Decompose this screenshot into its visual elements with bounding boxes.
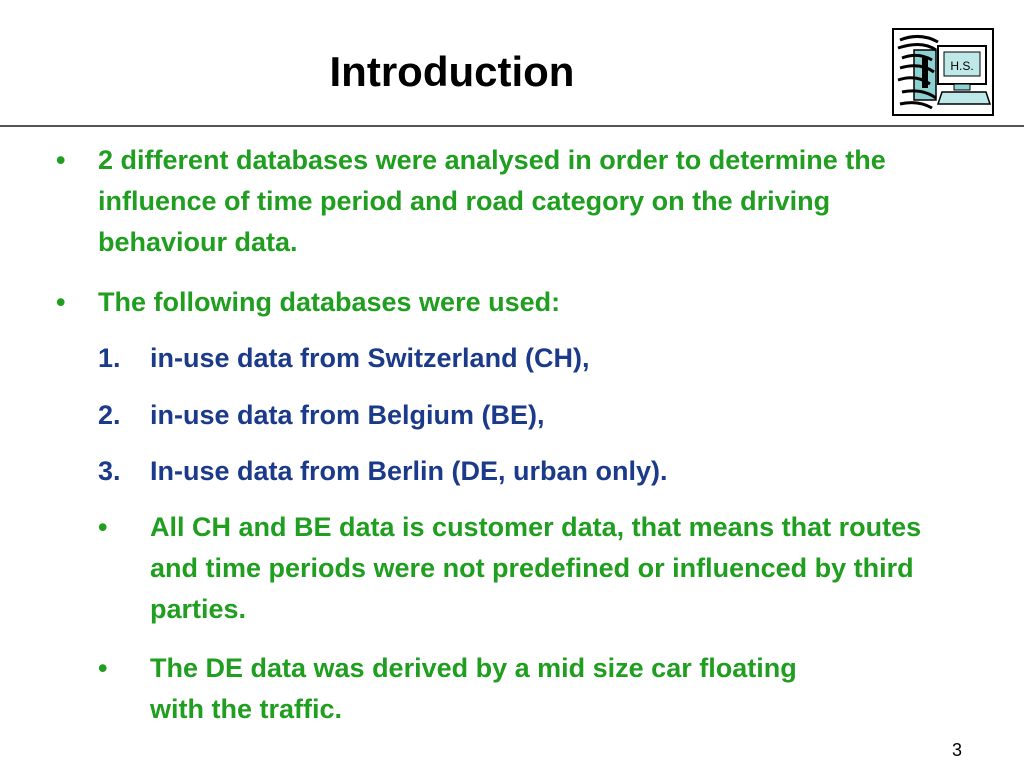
- numbered-item-text: in-use data from Switzerland (CH),: [150, 343, 590, 373]
- number-marker: 3.: [98, 456, 121, 486]
- list-item-text: All CH and BE data is customer data, that means that routes and time periods were not predefined or influenced by third parties.: [150, 512, 922, 624]
- slide-title: Introduction: [329, 48, 575, 95]
- logo: [892, 28, 994, 116]
- computer-logo-icon: [892, 28, 994, 116]
- numbered-item-text: in-use data from Belgium (BE),: [150, 400, 545, 430]
- svg-text:H.S.: H.S.: [950, 59, 974, 73]
- list-item-text: The following databases were used:: [98, 287, 561, 317]
- bullet-marker: •: [98, 653, 108, 683]
- title-underline: [0, 125, 1024, 127]
- bullet-marker: •: [56, 287, 66, 317]
- page-number: 3: [952, 740, 963, 760]
- bullet-marker: •: [56, 145, 66, 175]
- number-marker: 1.: [98, 343, 121, 373]
- list-item-text: 2 different databases were analysed in order to determine the influence of time period and road category on the driving behaviour data.: [98, 145, 886, 257]
- number-marker: 2.: [98, 400, 121, 430]
- numbered-item-text: In-use data from Berlin (DE, urban only).: [150, 456, 668, 486]
- bullet-marker: •: [98, 512, 108, 542]
- list-item-text: The DE data was derived by a mid size car floating with the traffic.: [150, 653, 797, 724]
